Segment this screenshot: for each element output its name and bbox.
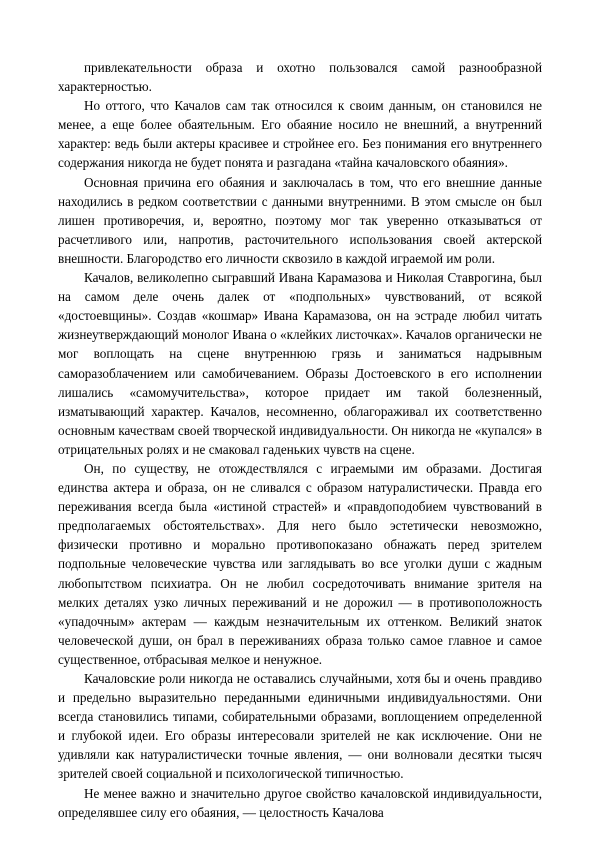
paragraph: Качаловские роли никогда не оставались случайными, хотя бы и очень правдиво и предельно выразительно переданными единичными индивидуальностями. Они всегда становились типами, собирательными образами, воплощением определенной и глубокой идеи. Его образы интересовали зрителей не как исключение. Они не удивляли как натуралистически точные явления, — они волновали десятки тысяч зрителей своей социальной и психологической типичностью. <box>58 671 542 782</box>
document-body <box>58 58 542 822</box>
paragraph: привлекательности образа и охотно пользовался самой разнообразной характерностью. <box>58 60 542 95</box>
paragraph: Основная причина его обаяния и заключалась в том, что его внешние данные находились в редком соответствии с данными внутренними. В этом смысле он был лишен противоречия, и, вероятно, поэтому мог так уверенно отказываться от расчетливого или, напротив, расточительного использования своей актерской внешности. Благородство его личности сквозило в каждой играемой им роли. <box>58 174 542 266</box>
paragraph: Качалов, великолепно сыгравший Ивана Карамазова и Николая Ставрогина, был на самом деле очень далек от «подпольных» чувствований, от всякой «достоевщины». Создав «кошмар» Ивана Карамазова, он на эстраде любил читать жизнеутверждающий монолог Ивана о «клейких листочках». Качалов органически не мог воплощать на сцене внутреннюю грязь и заниматься надрывным саморазоблачением или самобичеванием. Образы Достоевского в его исполнении лишались «самомучительства», которое придает им такой болезненный, изматывающий характер. Качалов, несомненно, облагораживал их соответственно основным качествам своей творческой индивидуальности. Он никогда не «купался» в отрицательных ролях и не смаковал гаденьких чувств на сцене. <box>58 270 542 457</box>
paragraph: Но оттого, что Качалов сам так относился к своим данным, он становился не менее, а еще более обаятельным. Его обаяние носило не внешний, а внутренний характер: ведь были актеры красивее и стройнее его. Без понимания его внутреннего содержания никогда не будет понята и разгадана «тайна качаловского обаяния». <box>58 98 542 171</box>
paragraph: Он, по существу, не отождествлялся с играемыми им образами. Достигая единства актера и образа, он не сливался с образом натуралистически. Правда его переживания всегда была «истиной страстей» и «правдоподобием чувствований в предполагаемых обстоятельствах». Для него было эстетически невозможно, физически противно и морально противопоказано обнажать перед зрителем подпольные человеческие чувства или заглядывать во все уголки души с жадным любопытством психиатра. Он не любил сосредоточивать внимание зрителя на мелких деталях узко личных переживаний и не дорожил — в противоположность «упадочным» актерам — каждым незначительным их оттенком. Великий знаток человеческой души, он брал в переживаниях образа только самое главное и самое существенное, отбрасывая мелкое и ненужное. <box>58 460 542 667</box>
paragraph: Не менее важно и значительно другое свойство качаловской индивидуальности, определявшее силу его обаяния, — целостность Качалова <box>58 785 542 820</box>
